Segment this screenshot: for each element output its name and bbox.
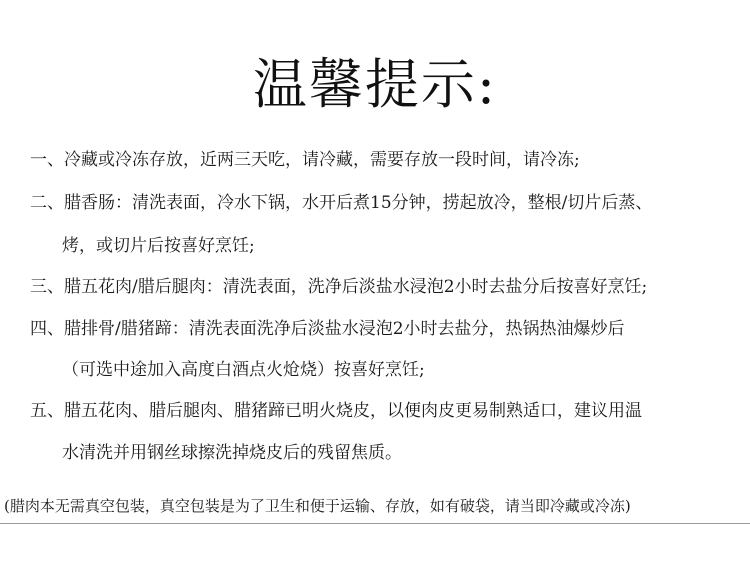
tip-line-2-continued: 烤，或切片后按喜好烹饪; [62,236,255,256]
page-title: 温馨提示: [252,53,498,116]
tip-line-5: 五、腊五花肉、腊后腿肉、腊猪蹄已明火烧皮，以便肉皮更易制熟适口，建议用温 [30,401,642,421]
tip-line-1: 一、冷藏或冷冻存放，近两三天吃，请冷藏，需要存放一段时间，请冷冻; [30,150,580,170]
tip-line-4: 四、腊排骨/腊猪蹄：清洗表面洗净后淡盐水浸泡2小时去盐分，热锅热油爆炒后 [30,319,625,339]
divider [0,523,750,524]
tip-line-5-continued: 水清洗并用钢丝球擦洗掉烧皮后的残留焦质。 [62,443,402,463]
tip-line-4-continued: （可选中途加入高度白酒点火炝烧）按喜好烹饪; [62,360,425,380]
packaging-note: (腊肉本无需真空包装，真空包装是为了卫生和便于运输、存放，如有破袋，请当即冷藏或冷冻) [4,497,631,515]
tip-line-2: 二、腊香肠：清洗表面，冷水下锅，水开后煮15分钟，捞起放冷，整根/切片后蒸、 [30,193,653,213]
tip-line-3: 三、腊五花肉/腊后腿肉：清洗表面，洗净后淡盐水浸泡2小时去盐分后按喜好烹饪; [30,277,648,297]
